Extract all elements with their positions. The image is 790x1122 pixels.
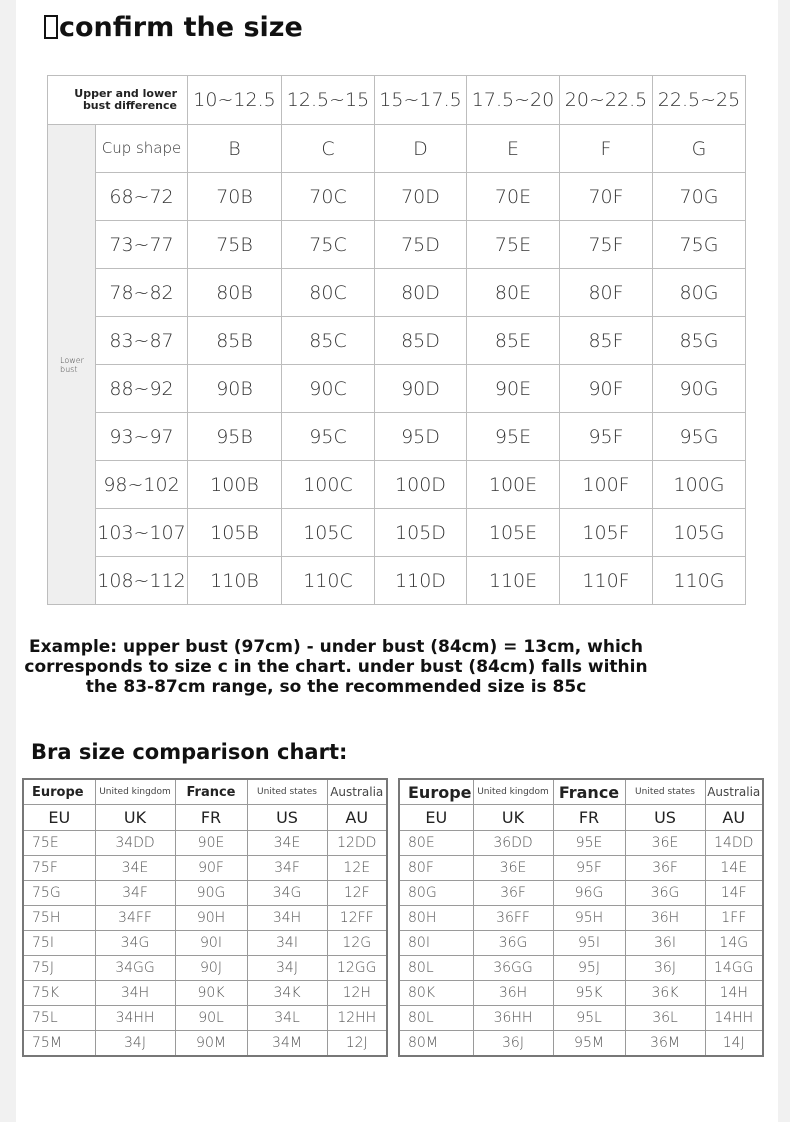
size-cell: 90C [282,365,375,413]
comparison-table-right [398,778,764,1057]
table-row [399,881,763,906]
size-cell: 34HH [95,1006,175,1031]
size-cell: 36J [473,1031,553,1057]
size-cell: 110E [467,557,560,605]
size-cell: 95K [553,981,625,1006]
size-cell: 14HH [705,1006,763,1031]
table-row [48,557,746,605]
size-cell: 80I [399,931,473,956]
lower-bust-range: 103~107 [96,509,188,557]
size-cell: 90G [175,881,247,906]
size-cell: 12GG [327,956,387,981]
size-cell: 80M [399,1031,473,1057]
size-cell: 105F [560,509,653,557]
cup-shape-label: Cup shape [96,125,188,173]
table-row [23,906,387,931]
difference-header-row [48,76,746,125]
size-cell: 34E [95,856,175,881]
size-cell: 80K [399,981,473,1006]
difference-range: 12.5~15 [282,76,375,125]
size-cell: 36K [625,981,705,1006]
cup-letter: F [560,125,653,173]
country-name: Europe [23,779,95,805]
size-cell: 80G [399,881,473,906]
table-row [23,956,387,981]
size-cell: 75I [23,931,95,956]
size-cell: 14E [705,856,763,881]
size-cell: 70D [375,173,467,221]
country-name: United kingdom [473,779,553,805]
cup-letter: C [282,125,375,173]
size-cell: 110G [653,557,746,605]
size-cell: 34H [95,981,175,1006]
table-row [48,413,746,461]
table-row [48,365,746,413]
size-cell: 95F [560,413,653,461]
table-row [399,831,763,856]
country-name: United states [247,779,327,805]
size-cell: 14G [705,931,763,956]
size-cell: 34FF [95,906,175,931]
code-row [399,805,763,831]
difference-range: 15~17.5 [375,76,467,125]
size-cell: 75E [23,831,95,856]
size-cell: 95E [467,413,560,461]
size-cell: 100G [653,461,746,509]
country-name: France [175,779,247,805]
table-row [399,906,763,931]
size-cell: 12DD [327,831,387,856]
size-cell: 80C [282,269,375,317]
size-cell: 96G [553,881,625,906]
size-cell: 105G [653,509,746,557]
table-row [48,317,746,365]
lower-bust-range: 68~72 [96,173,188,221]
size-cell: 12HH [327,1006,387,1031]
size-cell: 85B [188,317,282,365]
country-name: Australia [705,779,763,805]
missing-glyph-icon [44,15,58,39]
size-cell: 80D [375,269,467,317]
table-row [23,981,387,1006]
size-cell: 105C [282,509,375,557]
size-cell: 90F [175,856,247,881]
size-cell: 36H [473,981,553,1006]
cup-letter: B [188,125,282,173]
size-cell: 36H [625,906,705,931]
country-code: US [625,805,705,831]
size-cell: 34M [247,1031,327,1057]
country-row [23,779,387,805]
size-cell: 36FF [473,906,553,931]
table-row [23,831,387,856]
size-cell: 70C [282,173,375,221]
size-cell: 110F [560,557,653,605]
table-row [23,1031,387,1057]
size-cell: 36L [625,1006,705,1031]
country-name: Australia [327,779,387,805]
size-cell: 75M [23,1031,95,1057]
size-cell: 34H [247,906,327,931]
size-cell: 36F [625,856,705,881]
page-title: confirm the size [44,12,303,43]
country-name: Europe [399,779,473,805]
difference-header-label: Upper and lower bust difference [48,76,188,125]
table-row [399,1006,763,1031]
lower-bust-range: 83~87 [96,317,188,365]
size-cell: 80G [653,269,746,317]
cup-row [48,125,746,173]
size-cell: 90M [175,1031,247,1057]
size-cell: 95L [553,1006,625,1031]
table-row [48,269,746,317]
size-cell: 34G [247,881,327,906]
size-cell: 14J [705,1031,763,1057]
table-row [23,856,387,881]
size-cell: 95G [653,413,746,461]
table-row [399,981,763,1006]
lower-bust-label: Lower bust [48,125,96,605]
country-name: United kingdom [95,779,175,805]
size-cell: 75F [23,856,95,881]
size-cell: 90G [653,365,746,413]
size-cell: 70F [560,173,653,221]
size-cell: 12E [327,856,387,881]
country-code: EU [399,805,473,831]
size-cell: 36J [625,956,705,981]
size-cell: 90H [175,906,247,931]
country-code: UK [95,805,175,831]
size-cell: 105D [375,509,467,557]
size-cell: 34I [247,931,327,956]
country-code: FR [553,805,625,831]
lower-bust-range: 93~97 [96,413,188,461]
country-name: United states [625,779,705,805]
size-cell: 70G [653,173,746,221]
size-cell: 34E [247,831,327,856]
table-row [48,173,746,221]
cup-letter: D [375,125,467,173]
country-code: AU [327,805,387,831]
difference-range: 17.5~20 [467,76,560,125]
size-cell: 36E [473,856,553,881]
country-code: EU [23,805,95,831]
size-cell: 70E [467,173,560,221]
size-cell: 75F [560,221,653,269]
size-cell: 36I [625,931,705,956]
size-cell: 85C [282,317,375,365]
size-cell: 80F [560,269,653,317]
size-cell: 14DD [705,831,763,856]
size-cell: 75H [23,906,95,931]
size-cell: 70B [188,173,282,221]
size-cell: 110C [282,557,375,605]
size-cell: 80E [399,831,473,856]
size-cell: 75J [23,956,95,981]
lower-bust-range: 108~112 [96,557,188,605]
size-cell: 95M [553,1031,625,1057]
size-cell: 95C [282,413,375,461]
size-cell: 75D [375,221,467,269]
size-cell: 95D [375,413,467,461]
cup-letter: E [467,125,560,173]
size-cell: 90F [560,365,653,413]
size-cell: 1FF [705,906,763,931]
page [16,0,778,1122]
size-cell: 110B [188,557,282,605]
comparison-table-left [22,778,388,1057]
country-code: UK [473,805,553,831]
size-cell: 80E [467,269,560,317]
size-cell: 36DD [473,831,553,856]
size-cell: 34J [247,956,327,981]
size-cell: 90B [188,365,282,413]
lower-bust-range: 88~92 [96,365,188,413]
size-cell: 14GG [705,956,763,981]
size-cell: 75L [23,1006,95,1031]
size-cell: 75E [467,221,560,269]
size-cell: 100F [560,461,653,509]
size-cell: 34L [247,1006,327,1031]
size-cell: 12G [327,931,387,956]
lower-bust-range: 98~102 [96,461,188,509]
size-cell: 34G [95,931,175,956]
size-cell: 36M [625,1031,705,1057]
size-cell: 80L [399,1006,473,1031]
size-cell: 75K [23,981,95,1006]
table-row [48,461,746,509]
country-code: US [247,805,327,831]
size-cell: 75C [282,221,375,269]
table-row [23,881,387,906]
size-cell: 12H [327,981,387,1006]
country-code: FR [175,805,247,831]
size-cell: 90E [175,831,247,856]
size-cell: 95E [553,831,625,856]
size-cell: 80H [399,906,473,931]
size-cell: 12FF [327,906,387,931]
size-cell: 36G [473,931,553,956]
size-cell: 36F [473,881,553,906]
size-cell: 105E [467,509,560,557]
size-cell: 34DD [95,831,175,856]
example-text: Example: upper bust (97cm) - under bust (84cm) = 13cm, which corresponds to size c in the chart. under bust (84cm) falls within the 83-87cm range, so the recommended size is 85c [24,637,648,697]
size-cell: 36E [625,831,705,856]
size-cell: 12J [327,1031,387,1057]
code-row [23,805,387,831]
size-cell: 85G [653,317,746,365]
size-cell: 85E [467,317,560,365]
lower-bust-range: 78~82 [96,269,188,317]
lower-bust-range: 73~77 [96,221,188,269]
country-row [399,779,763,805]
table-row [399,956,763,981]
size-cell: 12F [327,881,387,906]
size-cell: 34GG [95,956,175,981]
size-cell: 90K [175,981,247,1006]
table-row [399,1031,763,1057]
size-cell: 90E [467,365,560,413]
difference-range: 20~22.5 [560,76,653,125]
size-cell: 105B [188,509,282,557]
size-cell: 90L [175,1006,247,1031]
size-cell: 34F [95,881,175,906]
size-cell: 34K [247,981,327,1006]
size-cell: 75B [188,221,282,269]
size-cell: 75G [653,221,746,269]
size-cell: 95I [553,931,625,956]
size-cell: 36GG [473,956,553,981]
table-row [23,1006,387,1031]
country-code: AU [705,805,763,831]
size-cell: 80F [399,856,473,881]
table-row [399,931,763,956]
size-table [47,75,746,605]
size-cell: 95F [553,856,625,881]
size-cell: 80L [399,956,473,981]
size-cell: 100C [282,461,375,509]
size-cell: 80B [188,269,282,317]
difference-range: 10~12.5 [188,76,282,125]
size-cell: 85D [375,317,467,365]
table-row [48,221,746,269]
size-cell: 85F [560,317,653,365]
table-row [399,856,763,881]
cup-letter: G [653,125,746,173]
size-cell: 14H [705,981,763,1006]
difference-range: 22.5~25 [653,76,746,125]
size-cell: 100E [467,461,560,509]
table-row [48,509,746,557]
size-cell: 90I [175,931,247,956]
size-cell: 100B [188,461,282,509]
size-cell: 36HH [473,1006,553,1031]
size-cell: 95J [553,956,625,981]
size-cell: 14F [705,881,763,906]
size-cell: 90D [375,365,467,413]
table-row [23,931,387,956]
size-cell: 34F [247,856,327,881]
size-cell: 34J [95,1031,175,1057]
size-cell: 95B [188,413,282,461]
comparison-title: Bra size comparison chart: [31,740,348,764]
size-cell: 110D [375,557,467,605]
size-cell: 90J [175,956,247,981]
size-cell: 95H [553,906,625,931]
size-cell: 36G [625,881,705,906]
size-cell: 75G [23,881,95,906]
country-name: France [553,779,625,805]
size-cell: 100D [375,461,467,509]
